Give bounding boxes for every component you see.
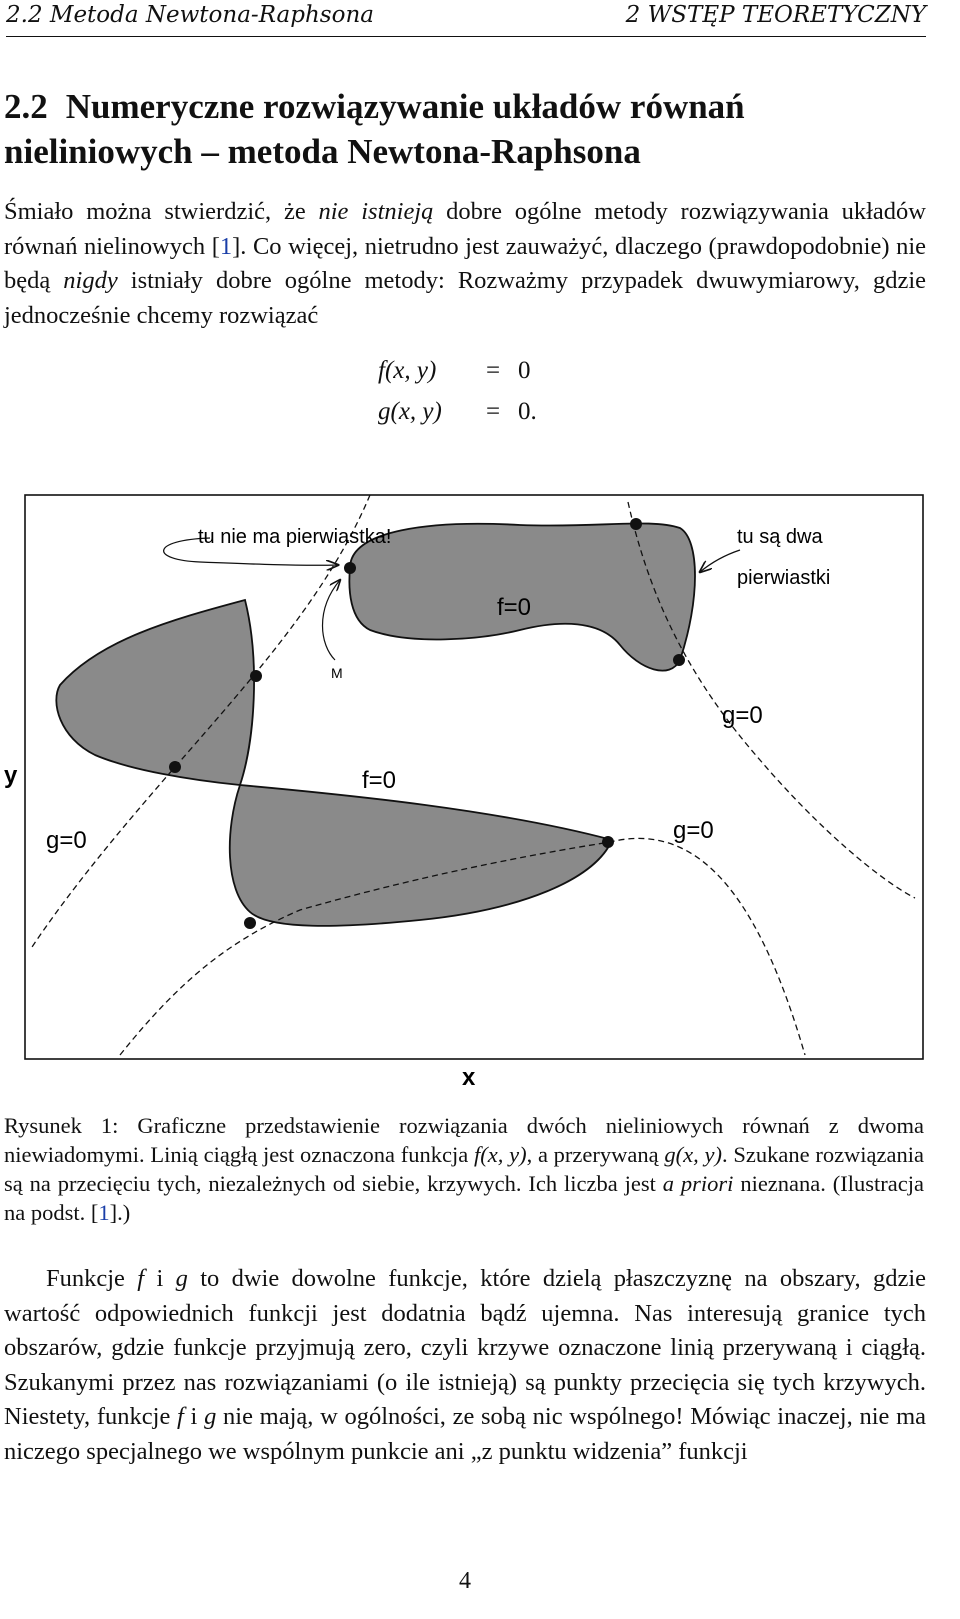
intro-paragraph xyxy=(4,195,926,333)
header-right: 2 WSTĘP TEORETYCZNY xyxy=(625,2,926,28)
body-text-2: i xyxy=(144,1265,176,1292)
intro-emphasis-2: nigdy xyxy=(63,267,118,294)
equation-relation: = xyxy=(485,357,501,384)
body-var: f xyxy=(137,1265,145,1292)
intro-text-3: ]. Co więcej, nietrudno jest zauważyć, dlaczego (prawdopodobnie) nie będą xyxy=(4,232,927,294)
caption-math-g: g(x, y) xyxy=(664,1142,722,1167)
label-g-left: g=0 xyxy=(46,827,87,854)
intersection-point xyxy=(602,836,614,848)
axis-y-label: y xyxy=(4,762,18,789)
body-text-5: nie mają, w ogólności, ze sobą nic wspólnego! Mówiąc inaczej, nie ma niczego specjalnego we wspólnym punkcie ani „z punktu widzenia” funkcji xyxy=(4,1403,927,1465)
figure xyxy=(0,480,960,1100)
label-m: M xyxy=(331,665,343,681)
body-paragraph xyxy=(4,1262,926,1469)
label-two-roots-1: tu są dwa xyxy=(737,526,823,548)
intro-text-1: Śmiało można stwierdzić, że xyxy=(4,198,319,225)
point-m xyxy=(344,562,356,574)
body-var: g xyxy=(175,1265,188,1292)
label-g-right-upper: g=0 xyxy=(722,702,763,729)
caption-text-3: . Szukane rozwiązania są na przecięciu tych, niezależnych od siebie, krzywych. Ich liczba jest xyxy=(4,1142,924,1196)
caption-text-1: Rysunek 1: Graficzne przedstawienie rozwiązania dwóch nieliniowych równań z dwoma niewiadomymi. Linią ciągłą jest oznaczona funkcja xyxy=(4,1113,924,1167)
figure-illustration xyxy=(0,480,960,1100)
label-two-roots-2: pierwiastki xyxy=(737,567,831,589)
m-pointer xyxy=(323,580,341,660)
intersection-point xyxy=(673,654,685,666)
equation-lhs: f(x, y) xyxy=(378,357,437,384)
body-text-4: i xyxy=(183,1403,205,1430)
caption-text-4: nieznana. (Ilustracja na podst. [ xyxy=(4,1171,924,1225)
label-no-root: tu nie ma pierwiastka! xyxy=(198,526,392,548)
intersection-point xyxy=(250,670,262,682)
body-var: g xyxy=(204,1403,217,1430)
label-f-upper: f=0 xyxy=(497,594,532,621)
body-text-1: Funkcje xyxy=(46,1265,138,1292)
caption-text-5: ].) xyxy=(109,1200,131,1225)
f-region-left xyxy=(56,600,254,785)
citation-link[interactable]: 1 xyxy=(98,1200,110,1225)
intersection-point xyxy=(169,761,181,773)
figure-caption xyxy=(4,1111,924,1227)
label-f-lower: f=0 xyxy=(362,767,397,794)
section-number: 2.2 xyxy=(4,87,48,126)
citation-link[interactable]: 1 xyxy=(219,232,233,260)
axis-x-label: x xyxy=(462,1064,476,1091)
intersection-point xyxy=(630,518,642,530)
body-var: f xyxy=(177,1403,184,1430)
intro-text-2: dobre ogólne metody rozwiązywania układów równań nielinowych [ xyxy=(4,198,926,260)
equation-rhs: 0 xyxy=(518,357,531,384)
header-left: 2.2 Metoda Newtona-Raphsona xyxy=(6,2,374,28)
equation-relation: = xyxy=(485,398,501,425)
caption-text-2: , a przerywaną xyxy=(526,1142,665,1167)
equation-lhs: g(x, y) xyxy=(378,398,442,425)
equation-f xyxy=(378,357,531,385)
section-title xyxy=(4,84,929,174)
label-g-right-lower: g=0 xyxy=(673,817,714,844)
caption-emphasis: a priori xyxy=(662,1171,734,1196)
intersection-point xyxy=(244,917,256,929)
page-number: 4 xyxy=(459,1568,471,1594)
section-title-text: Numeryczne rozwiązywanie układów równań nieliniowych – metoda Newtona-Raphsona xyxy=(4,87,745,171)
equation-g xyxy=(378,398,537,426)
intro-emphasis-1: nie istnieją xyxy=(318,198,434,225)
equation-rhs: 0. xyxy=(518,398,537,425)
two-roots-arrow xyxy=(700,550,740,572)
body-text-3: to dwie dowolne funkcje, które dzielą płaszczyznę na obszary, gdzie wartość odpowiednich funkcji jest dodatnia bądź ujemna. Nas interesują granice tych obszarów, gdzie funkcje przyjmują zero, czyli krzywe oznaczone linią przerywaną i ciągłą. Szukanymi przez nas rozwiązaniami (o ile istnieją) są punkty przecięcia się tych krzywych. Niestety, funkcje xyxy=(4,1265,926,1430)
running-header xyxy=(6,0,926,37)
caption-math-f: f(x, y) xyxy=(473,1142,527,1167)
f-region-lower xyxy=(230,785,612,926)
intro-text-4: istniały dobre ogólne metody: Rozważmy przypadek dwuwymiarowy, gdzie jednocześnie chcemy rozwiązać xyxy=(4,267,926,329)
